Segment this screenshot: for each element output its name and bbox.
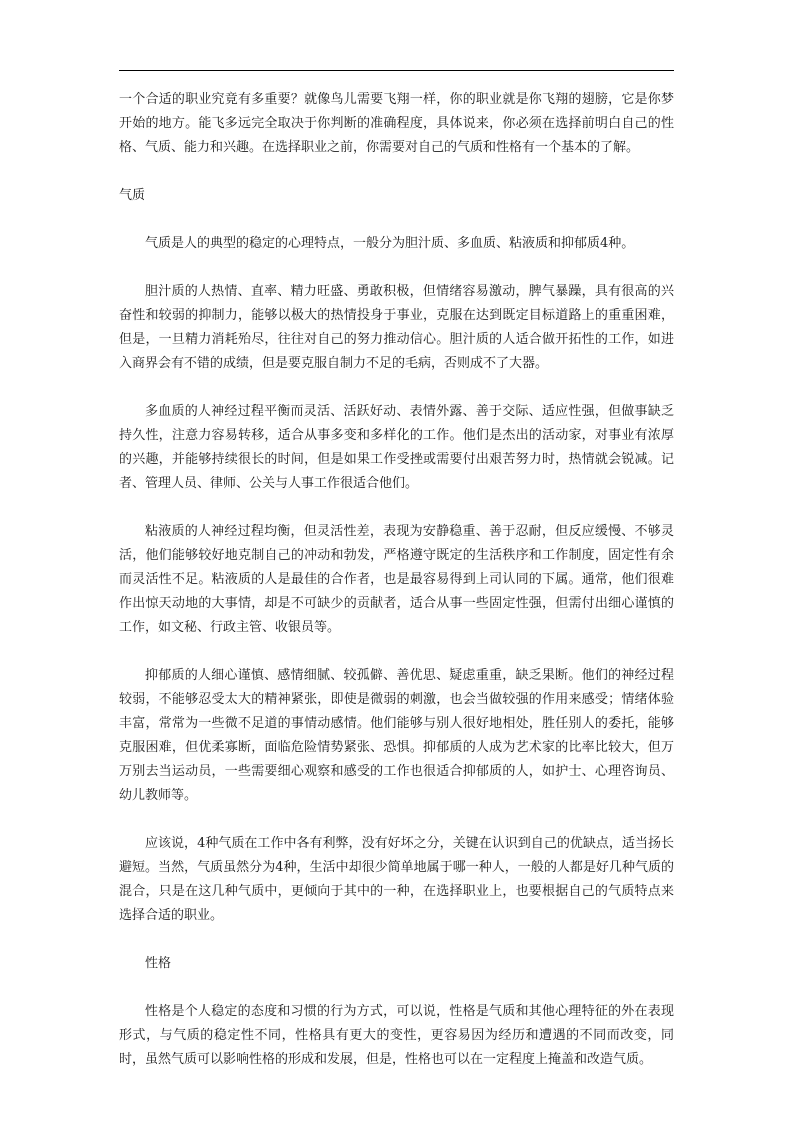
paragraph-temperament-definition: 气质是人的典型的稳定的心理特点，一般分为胆汁质、多血质、粘液质和抑郁质4种。 — [145, 236, 635, 251]
intro-paragraph: 一个合适的职业究竟有多重要？就像鸟儿需要飞翔一样，你的职业就是你飞翔的翅膀，它是你梦开始的地方。能飞多远完全取决于你判断的准确程度，具体说来，你必须在选择前明白自己的性格、气质、能力和兴趣。在选择职业之前，你需要对自己的气质和性格有一个基本的了解。 — [119, 92, 674, 155]
paragraph-choleric: 胆汁质的人热情、直率、精力旺盛、勇敢积极，但情绪容易激动，脾气暴躁，具有很高的兴奋性和较弱的抑制力，能够以极大的热情投身于事业，克服在达到既定目标道路上的重重困难，但是，一旦精力消耗殆尽，往往对自己的努力推动信心。胆汁质的人适合做开拓性的工作，如进入商界会有不错的成绩，但是要克服自制力不足的毛病，否则成不了大器。 — [119, 284, 674, 371]
paragraph-sanguine: 多血质的人神经过程平衡而灵活、活跃好动、表情外露、善于交际、适应性强，但做事缺乏持久性，注意力容易转移，适合从事多变和多样化的工作。他们是杰出的活动家，对事业有浓厚的兴趣，并能够持续很长的时间，但是如果工作受挫或需要付出艰苦努力时，热情就会锐减。记者、管理人员、律师、公关与人事工作很适合他们。 — [119, 404, 674, 491]
section-heading-temperament: 气质 — [119, 188, 146, 203]
section-heading-personality: 性格 — [145, 956, 172, 971]
paragraph-temperament-summary: 应该说，4种气质在工作中各有利弊，没有好坏之分，关键在认识到自己的优缺点，适当扬长避短。当然，气质虽然分为4种，生活中却很少简单地属于哪一种人，一般的人都是好几种气质的混合，只是在这几种气质中，更倾向于其中的一种，在选择职业上，也要根据自己的气质特点来选择合适的职业。 — [119, 836, 674, 923]
paragraph-melancholic: 抑郁质的人细心谨慎、感情细腻、较孤僻、善优思、疑虑重重，缺乏果断。他们的神经过程较弱，不能够忍受太大的精神紧张，即使是微弱的刺激，也会当做较强的作用来感受；情绪体验丰富，常常为一些微不足道的事情动感情。他们能够与别人很好地相处，胜任别人的委托，能够克服困难，但优柔寡断，面临危险情势紧张、恐惧。抑郁质的人成为艺术家的比率比较大，但万万别去当运动员，一些需要细心观察和感受的工作也很适合抑郁质的人，如护士、心理咨询员、幼儿教师等。 — [119, 668, 674, 803]
document-body — [119, 88, 674, 1072]
header-rule — [119, 70, 674, 71]
paragraph-personality-definition: 性格是个人稳定的态度和习惯的行为方式，可以说，性格是气质和其他心理特征的外在表现形式，与气质的稳定性不同，性格具有更大的变性，更容易因为经历和遭遇的不同而改变，同时，虽然气质可以影响性格的形成和发展，但是，性格也可以在一定程度上掩盖和改造气质。 — [119, 1004, 674, 1067]
paragraph-phlegmatic: 粘液质的人神经过程均衡，但灵活性差，表现为安静稳重、善于忍耐，但反应缓慢、不够灵活，他们能够较好地克制自己的冲动和勃发，严格遵守既定的生活秩序和工作制度，固定性有余而灵活性不足。粘液质的人是最佳的合作者，也是最容易得到上司认同的下属。通常，他们很难作出惊天动地的大事情，却是不可缺少的贡献者，适合从事一些固定性强，但需付出细心谨慎的工作，如文秘、行政主管、收银员等。 — [119, 524, 674, 635]
